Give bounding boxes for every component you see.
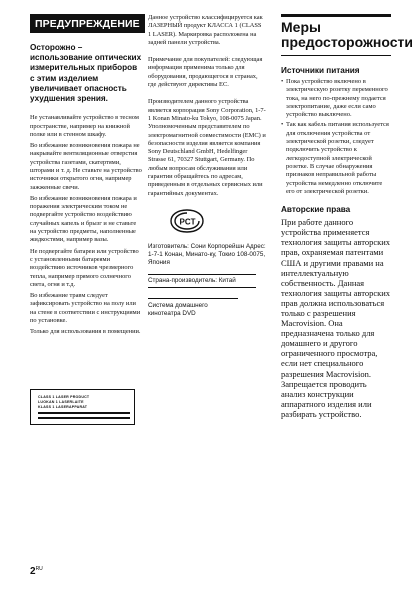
column-right — [281, 14, 413, 419]
paragraph: Во избежание возникновения пожара и поражения электрическим током не подвергайте устройство воздействию случайных капель и брызг и не ставьте на устройство предметы, наполненные жидкостями, например вазы. — [30, 194, 137, 244]
manufacturer-info: Изготовитель: Сони Корпорейшн Адрес: 1-7-1 Конан, Минато-ку, Токио 108-0075, Япония — [148, 242, 266, 267]
laser-warning-text: Осторожно – использование оптических измерительных приборов с этим изделием увеличивает опасность ухудшения зрения. — [30, 43, 142, 104]
paragraph: Производителем данного устройства является корпорация Sony Corporation, 1-7-1 Konan Minato-ku Tokyo, 108-0075 Japan. Уполномоченным представителем по электромагнитной совместимости (EMC) и безопасности изделия является компания Sony Deutschland GmbH, Hedelfinger Strasse 61, 70327 Stuttgart, Germany. По любым вопросам обслуживания или гарантии обращайтесь по адресам, приведенным в отдельных сервисных или гарантийных документах. — [148, 98, 266, 197]
paragraph: Примечание для покупателей: следующая информация применима только для оборудования, продающегося в странах, где действуют директивы ЕС. — [148, 56, 263, 89]
laser-label-line: KLASS 1 LASERAPPARAT — [38, 404, 88, 409]
warning-title: ПРЕДУПРЕЖДЕНИЕ — [30, 14, 145, 33]
country-of-origin: Страна-производитель: Китай — [148, 274, 256, 288]
power-list — [281, 78, 391, 196]
laser-label-line: LUOKAN 1 LASERLAITE — [38, 399, 84, 404]
pct-certification-logo — [170, 209, 204, 233]
section-rule — [281, 14, 391, 17]
page-number: $2^{RU}$ — [30, 566, 43, 577]
laser-label-line: CLASS 1 LASER PRODUCT — [38, 394, 90, 399]
paragraph: Данное устройство классифицируется как ЛАЗЕРНЫЙ продукт КЛАССА 1 (CLASS 1 LASER). Маркировка расположена на задней панели устройства. — [148, 14, 263, 46]
paragraph: Во избежание травм следует зафиксировать устройство на полу или на стене в соответствии с инструкциями по установке. — [30, 292, 141, 325]
power-sources-heading: Источники питания — [281, 66, 360, 75]
paragraph: Не устанавливайте устройство в тесном пространстве, например на книжной полке или в стенном шкафу. — [30, 114, 139, 138]
list-item: • Пока устройство включено в электрическую розетку переменного тока, на него по-прежнему подается электропитание, даже если само устройство выключено. — [281, 78, 391, 119]
list-item: • Так как кабель питания используется для отключения устройства от электрической розетки, следует подключить устройство к легкодоступной электрической розетке. В случае обнаружения признаков неправильной работы устройства немедленно отключите его от электрической розетки. — [281, 121, 391, 196]
language-code: RU — [35, 566, 43, 572]
section-rule — [281, 55, 391, 56]
column-left — [30, 14, 142, 425]
paragraph: Во избежание возникновения пожара не накрывайте вентиляционные отверстия устройства газетами, скатертями, шторами и т. д. Не ставьте на устройство источники открытого огня, например зажженные свечи. — [30, 142, 142, 191]
copyright-text: При работе данного устройства применяется технология защиты авторских прав, охраняемая патентами США и другими правами на интеллектуальную собственность. Данная технология защиты авторских прав должна использоваться только с разрешения Macrovision. Она предназначена только для домашнего и другого ограниченного просмотра, если нет специального разрешения Macrovision. Запрещается проводить анализ конструкции аппаратного изделия или разбирать устройство. — [281, 217, 391, 419]
copyright-heading: Авторские права — [281, 205, 351, 215]
section-title: Меры предосторожности — [281, 19, 413, 50]
column-middle — [148, 14, 266, 318]
label-stripe — [38, 412, 130, 414]
laser-class-label — [30, 389, 135, 425]
paragraph: Не подвергайте батареи или устройство с установленными батареями воздействию источников чрезмерного тепла, например прямого солнечного света, огня и т.д. — [30, 247, 139, 288]
svg-text:PCT: PCT — [179, 217, 196, 227]
paragraph: Только для использования в помещении. — [30, 328, 141, 336]
product-name: Система домашнего кинотеатра DVD — [148, 298, 238, 318]
label-stripe — [38, 417, 130, 419]
